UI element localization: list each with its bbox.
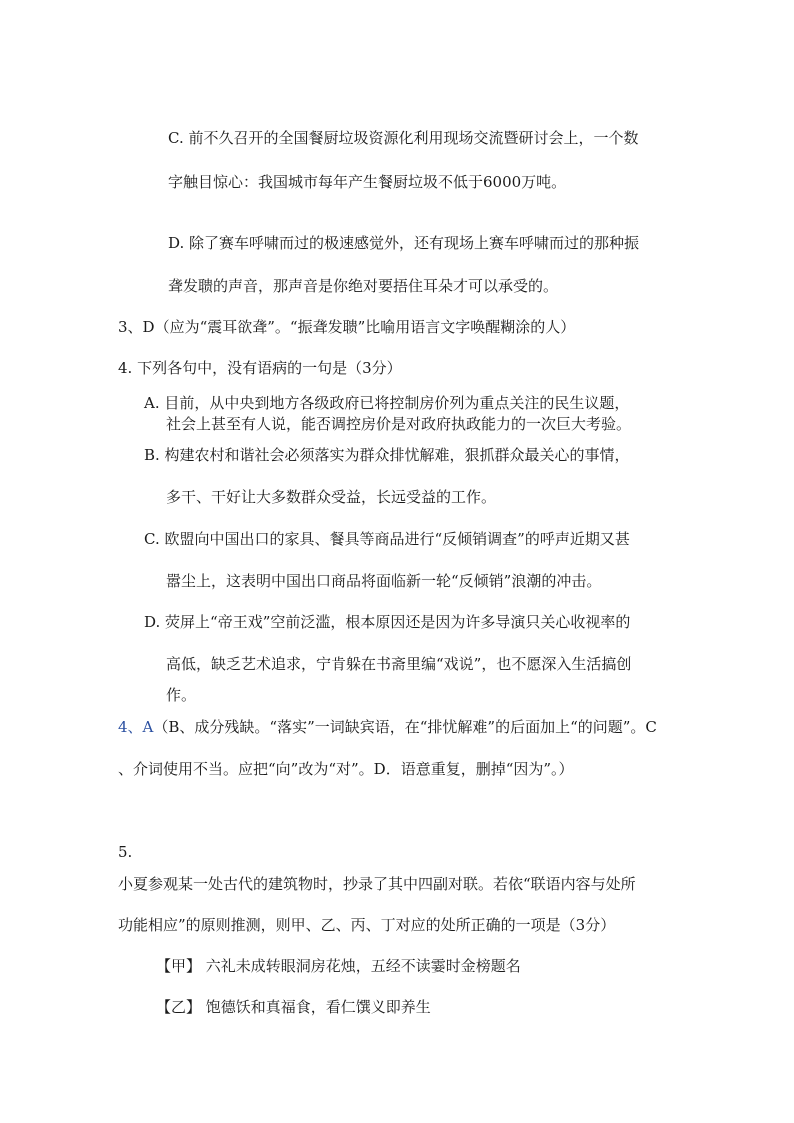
q3-option-c-line1: C. 前不久召开的全国餐厨垃圾资源化利用现场交流暨研讨会上，一个数	[168, 129, 639, 147]
q5-couplet-yi: 【乙】 饱德饫和真福食，看仁馔义即养生	[156, 998, 431, 1016]
q5-number: 5.	[118, 843, 133, 861]
q4-option-a-line2: 社会上甚至有人说，能否调控房价是对政府执政能力的一次巨大考验。	[166, 415, 632, 433]
q4-option-c-line1: C. 欧盟向中国出口的家具、餐具等商品进行“反倾销调查”的呼声近期又甚	[144, 530, 630, 548]
q4-option-c-line2: 嚣尘上，这表明中国出口商品将面临新一轮“反倾销”浪潮的冲击。	[166, 572, 602, 590]
q3-option-d-line1: D. 除了赛车呼啸而过的极速感觉外，还有现场上赛车呼啸而过的那种振	[168, 234, 640, 252]
answer-4-explanation: （B、成分残缺。“落实”一词缺宾语，在“排忧解难”的后面加上“的问题”。C	[153, 718, 657, 736]
q4-option-d-line2: 高低，缺乏艺术追求，宁肯躲在书斋里编“戏说”，也不愿深入生活搞创	[166, 655, 632, 673]
q5-stem-line2: 功能相应”的原则推测，则甲、乙、丙、丁对应的处所正确的一项是（3分）	[118, 916, 616, 934]
q5-couplet-jia: 【甲】 六礼未成转眼洞房花烛，五经不读霎时金榜题名	[156, 957, 521, 975]
answer-4-line2: 、介词使用不当。应把“向”改为“对”。D．语意重复，删掉“因为”。）	[118, 760, 574, 778]
q4-option-b-line1: B. 构建农村和谐社会必须落实为群众排忧解难，狠抓群众最关心的事情，	[144, 446, 630, 464]
answer-4-key: 4、A	[118, 718, 154, 736]
q4-option-d-line3: 作。	[166, 686, 197, 704]
answer-4-line1	[118, 717, 657, 737]
answer-3: 3、D（应为“震耳欲聋”。“振聋发聩”比喻用语言文字唤醒糊涂的人）	[118, 318, 576, 336]
q4-stem: 4. 下列各句中，没有语病的一句是（3分）	[118, 359, 402, 377]
q3-option-d-line2: 聋发聩的声音，那声音是你绝对要捂住耳朵才可以承受的。	[168, 277, 559, 295]
q5-stem-line1: 小夏参观某一处古代的建筑物时，抄录了其中四副对联。若依“联语内容与处所	[118, 875, 636, 893]
q3-option-c-line2: 字触目惊心：我国城市每年产生餐厨垃圾不低于6000万吨。	[168, 173, 567, 191]
q4-option-b-line2: 多干、干好让大多数群众受益，长远受益的工作。	[166, 488, 497, 506]
q4-option-a-line1: A. 目前，从中央到地方各级政府已将控制房价列为重点关注的民生议题，	[144, 394, 630, 412]
q4-option-d-line1: D. 荧屏上“帝王戏”空前泛滥，根本原因还是因为许多导演只关心收视率的	[144, 613, 631, 631]
